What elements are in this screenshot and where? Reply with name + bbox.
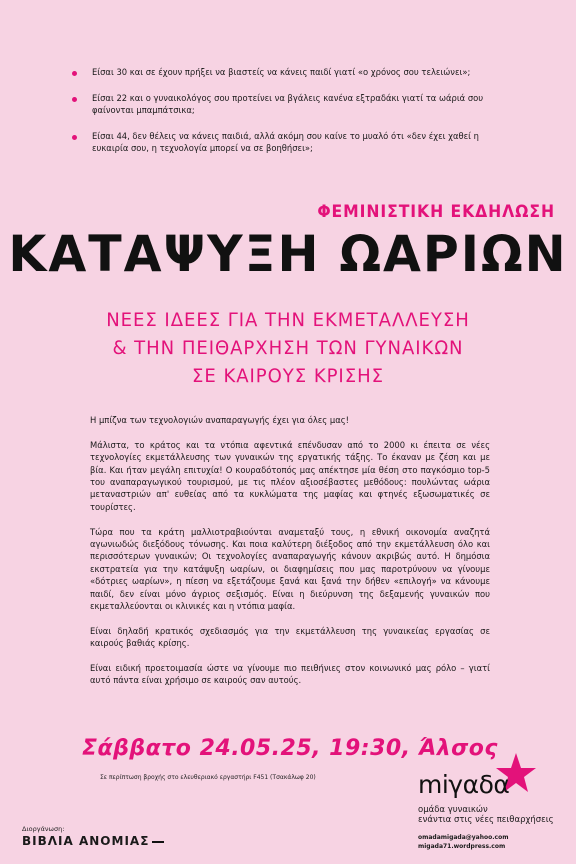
paragraph: Η μπίζνα των τεχνολογιών αναπαραγωγής έχει για όλες μας! (90, 415, 350, 425)
contact-email: omadamigada@yahoo.com (418, 834, 509, 841)
subtitle-line: & ΤΗΝ ΠΕΙΘΑΡΧΗΣΗ ΤΩΝ ΓΥΝΑΙΚΩΝ (112, 337, 464, 359)
list-item: Είσαι 44, δεν θέλεις να κάνεις παιδιά, αλλά ακόμη σου καίνε το μυαλό ότι «δεν έχει χαθεί η ευκαιρία σου, η τεχνολογία μπορεί να σε βοηθήσει»; (70, 130, 490, 155)
paragraph: Τώρα που τα κράτη μαλλιοτραβιούνται αναμεταξύ τους, η εθνική οικονομία αναζητά αγωνιωδώς διεξόδους τόνωσης. Και ποια καλύτερη διέξοδος από την εκμετάλλευση όλο και περισσότερων γυναικών; Οι τεχνολογίες αναπαραγωγής κάνουν ακριβώς αυτό. Η δημόσια εκστρατεία για την κατάψυξη ωαρίων, οι διαφημίσεις που μας παροτρύνουν να γίνουμε «δότριες ωαρίων», η πίεση να εξετάζουμε ξανά και ξανά την δήθεν «επιλογή» να κάνουμε παιδί, δεν είναι μόνο άγριος σεξισμός. Είναι η διεύρυνση της δεξαμενής γυναικών που εκμεταλλεύονται οι κλινικές και η ντόπια μαφία. (90, 526, 490, 612)
logo-tagline: ενάντια στις νέες πειθαρχήσεις (418, 815, 554, 825)
contact-website: migada71.wordpress.com (418, 843, 506, 850)
organizer-name: ΒΙΒΛΙΑ ΑΝΟΜΙΑΣ (22, 834, 164, 848)
organizer-label: Διοργάνωση: (22, 825, 65, 833)
paragraph: Μάλιστα, το κράτος και τα ντόπια αφεντικά επένδυσαν από το 2000 κι έπειτα σε νέες τεχνολογίες εκμετάλλευσης των γυναικών της εργατικής τάξης. Το έκαναν με ζέση και με βία. Και ήταν μεγάλη επιτυχία! Ο κουραδότοπός μας απέκτησε μία θέση στο παγκόσμιο top-5 του αναπαραγωγικού τουρισμού, με τις πλέον αξιοσέβαστες μεθόδους: πουλώντας ωάρια μεταναστριών απ' ευθείας από τα κυκλώματα της μαφίας και φτηνές εξωσωματικές σε τουρίστες. (90, 439, 490, 512)
rain-note: Σε περίπτωση βροχής στο ελευθεριακό εργαστήρι F451 (Τσακάλωφ 20) (100, 774, 316, 781)
page-title: ΚΑΤΑΨΥΞΗ ΩΑΡΙΩΝ (8, 225, 568, 283)
subtitle-line: ΣΕ ΚΑΙΡΟΥΣ ΚΡΙΣΗΣ (192, 365, 384, 387)
bullet-icon (72, 71, 77, 76)
event-type-heading: ΦΕΜΙΝΙΣΤΙΚΗ ΕΚΔΗΛΩΣΗ (317, 202, 555, 222)
logo-tagline: ομάδα γυναικών (418, 805, 488, 815)
logo-name: miγαδα (418, 770, 510, 799)
subtitle (14, 306, 561, 390)
paragraph: Είναι ειδική προετοιμασία ώστε να γίνουμε πιο πειθήνιες στον κοινωνικό μας ρόλο – γιατί αυτό πάντα είναι χρήσιμο σε καιρούς σαν αυτούς. (90, 663, 490, 686)
bullet-icon (72, 97, 77, 102)
paragraph: Είναι δηλαδή κρατικός σχεδιασμός για την εκμετάλλευση της γυναικείας εργασίας σε καιρούς βαθιάς κρίσης. (90, 625, 490, 649)
organizer-bar (152, 841, 164, 843)
list-item: Είσαι 30 και σε έχουν πρήξει να βιαστείς να κάνεις παιδί γιατί «ο χρόνος σου τελειώνει»; (70, 66, 490, 79)
event-date-time-place: Σάββατο 24.05.25, 19:30, Άλσος (82, 736, 498, 761)
body-text (90, 414, 490, 699)
bullet-icon (72, 135, 77, 140)
question-list (70, 66, 490, 168)
subtitle-line: ΝΕΕΣ ΙΔΕΕΣ ΓΙΑ ΤΗΝ ΕΚΜΕΤΑΛΛΕΥΣΗ (106, 309, 470, 331)
list-item: Είσαι 22 και ο γυναικολόγος σου προτείνει να βγάλεις κανένα εξτραδάκι γιατί τα ωάριά σου φαίνονται μπαμπάτσικα; (70, 92, 490, 117)
